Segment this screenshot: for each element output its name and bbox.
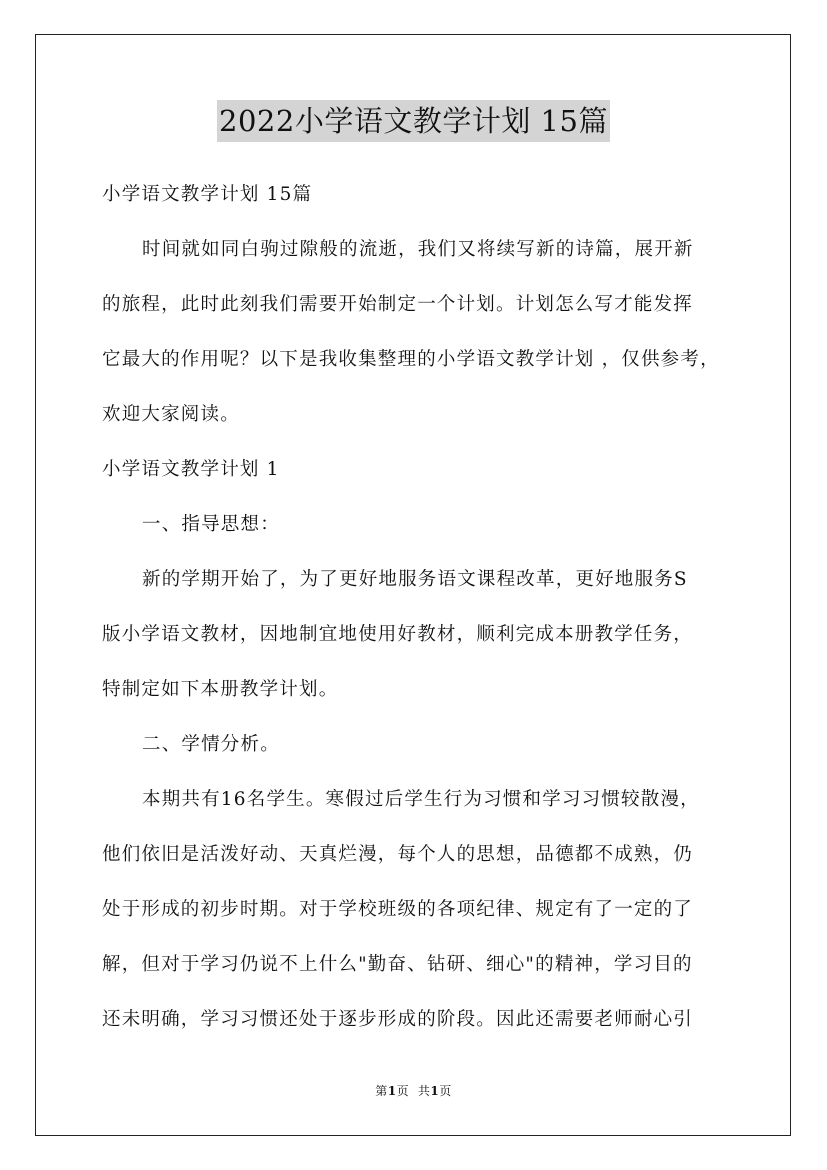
body-line: 欢迎大家阅读。: [102, 404, 240, 425]
body-line: 特制定如下本册教学计划。: [102, 679, 339, 700]
body-line: 还未明确，学习习惯还处于逐步形成的阶段。因此还需要老师耐心引: [102, 1009, 694, 1030]
page-footer: [0, 1082, 827, 1099]
footer-page-suffix: 页: [396, 1084, 410, 1098]
body-line: 它最大的作用呢？以下是我收集整理的小学语文教学计划 ，仅供参考，: [102, 349, 720, 370]
title-container: [0, 100, 827, 142]
footer-total-suffix: 页: [439, 1084, 452, 1098]
body-line: 本期共有16名学生。寒假过后学生行为习惯和学习习惯较散漫，: [142, 789, 700, 810]
document-body: [102, 172, 734, 1052]
body-line: 的旅程，此时此刻我们需要开始制定一个计划。计划怎么写才能发挥: [102, 294, 694, 315]
body-line: 小学语文教学计划 15篇: [102, 184, 313, 205]
body-line: 处于形成的初步时期。对于学校班级的各项纪律、规定有了一定的了: [102, 899, 694, 920]
subsection-heading: 一、指导思想：: [142, 514, 280, 535]
body-line: 他们依旧是活泼好动、天真烂漫，每个人的思想，品德都不成熟，仍: [102, 844, 694, 865]
footer-total-prefix: 共: [417, 1084, 431, 1098]
subsection-heading: 二、学情分析。: [142, 734, 280, 755]
body-line: 时间就如同白驹过隙般的流逝，我们又将续写新的诗篇，展开新: [142, 239, 694, 260]
footer-total-number: 1: [430, 1084, 440, 1098]
body-line: 解，但对于学习仍说不上什么"勤奋、钻研、细心"的精神，学习目的: [102, 954, 693, 975]
footer-page-prefix: 第: [375, 1084, 388, 1098]
section-heading: 小学语文教学计划 1: [102, 459, 280, 480]
footer-page-number: 1: [387, 1084, 397, 1098]
body-line: 版小学语文教材，因地制宜地使用好教材，顺利完成本册教学任务，: [102, 624, 694, 645]
document-title: 2022小学语文教学计划 15篇: [217, 100, 610, 142]
body-line: 新的学期开始了，为了更好地服务语文课程改革，更好地服务S: [142, 569, 688, 590]
